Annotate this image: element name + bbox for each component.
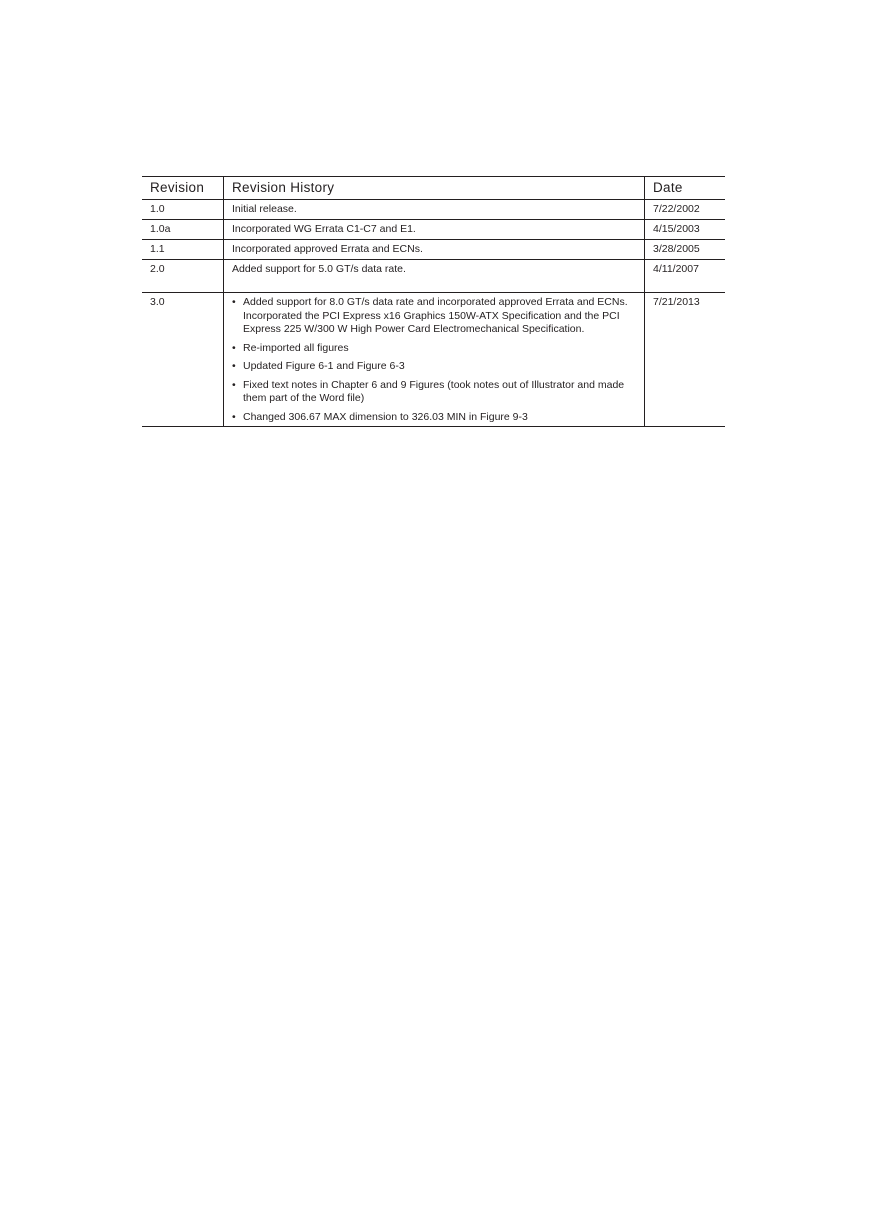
date-cell: 4/15/2003 bbox=[645, 220, 726, 240]
history-cell: Added support for 5.0 GT/s data rate. bbox=[224, 260, 645, 293]
list-item: • Updated Figure 6-1 and Figure 6-3 bbox=[232, 360, 644, 374]
revision-cell: 1.0 bbox=[142, 200, 224, 220]
list-item: • Fixed text notes in Chapter 6 and 9 Figures (took notes out of Illustrator and made them part of the Word file) bbox=[232, 379, 644, 406]
history-cell: Incorporated WG Errata C1-C7 and E1. bbox=[224, 220, 645, 240]
table-row bbox=[142, 220, 725, 240]
history-cell bbox=[224, 293, 645, 427]
history-cell: Incorporated approved Errata and ECNs. bbox=[224, 240, 645, 260]
table-header-row bbox=[142, 177, 725, 200]
date-cell: 7/22/2002 bbox=[645, 200, 726, 220]
revision-cell: 1.1 bbox=[142, 240, 224, 260]
table-row bbox=[142, 293, 725, 427]
header-revision: Revision bbox=[142, 177, 224, 200]
revision-history-table bbox=[142, 176, 725, 427]
date-cell: 7/21/2013 bbox=[645, 293, 726, 427]
date-cell: 3/28/2005 bbox=[645, 240, 726, 260]
revision-cell: 3.0 bbox=[142, 293, 224, 427]
change-list bbox=[232, 296, 644, 424]
list-item: • Changed 306.67 MAX dimension to 326.03 MIN in Figure 9-3 bbox=[232, 411, 644, 425]
table-row bbox=[142, 240, 725, 260]
table-row bbox=[142, 200, 725, 220]
list-item: • Re-imported all figures bbox=[232, 342, 644, 356]
history-cell: Initial release. bbox=[224, 200, 645, 220]
table-row bbox=[142, 260, 725, 293]
date-cell: 4/11/2007 bbox=[645, 260, 726, 293]
list-item: • Added support for 8.0 GT/s data rate and incorporated approved Errata and ECNs. Incorporated the PCI Express x16 Graphics 150W-ATX Specification and the PCI Express 225 W/300 W High Power Card Electromechanical Specification. bbox=[232, 296, 644, 337]
header-revision-history: Revision History bbox=[224, 177, 645, 200]
revision-cell: 1.0a bbox=[142, 220, 224, 240]
revision-cell: 2.0 bbox=[142, 260, 224, 293]
header-date: Date bbox=[645, 177, 726, 200]
